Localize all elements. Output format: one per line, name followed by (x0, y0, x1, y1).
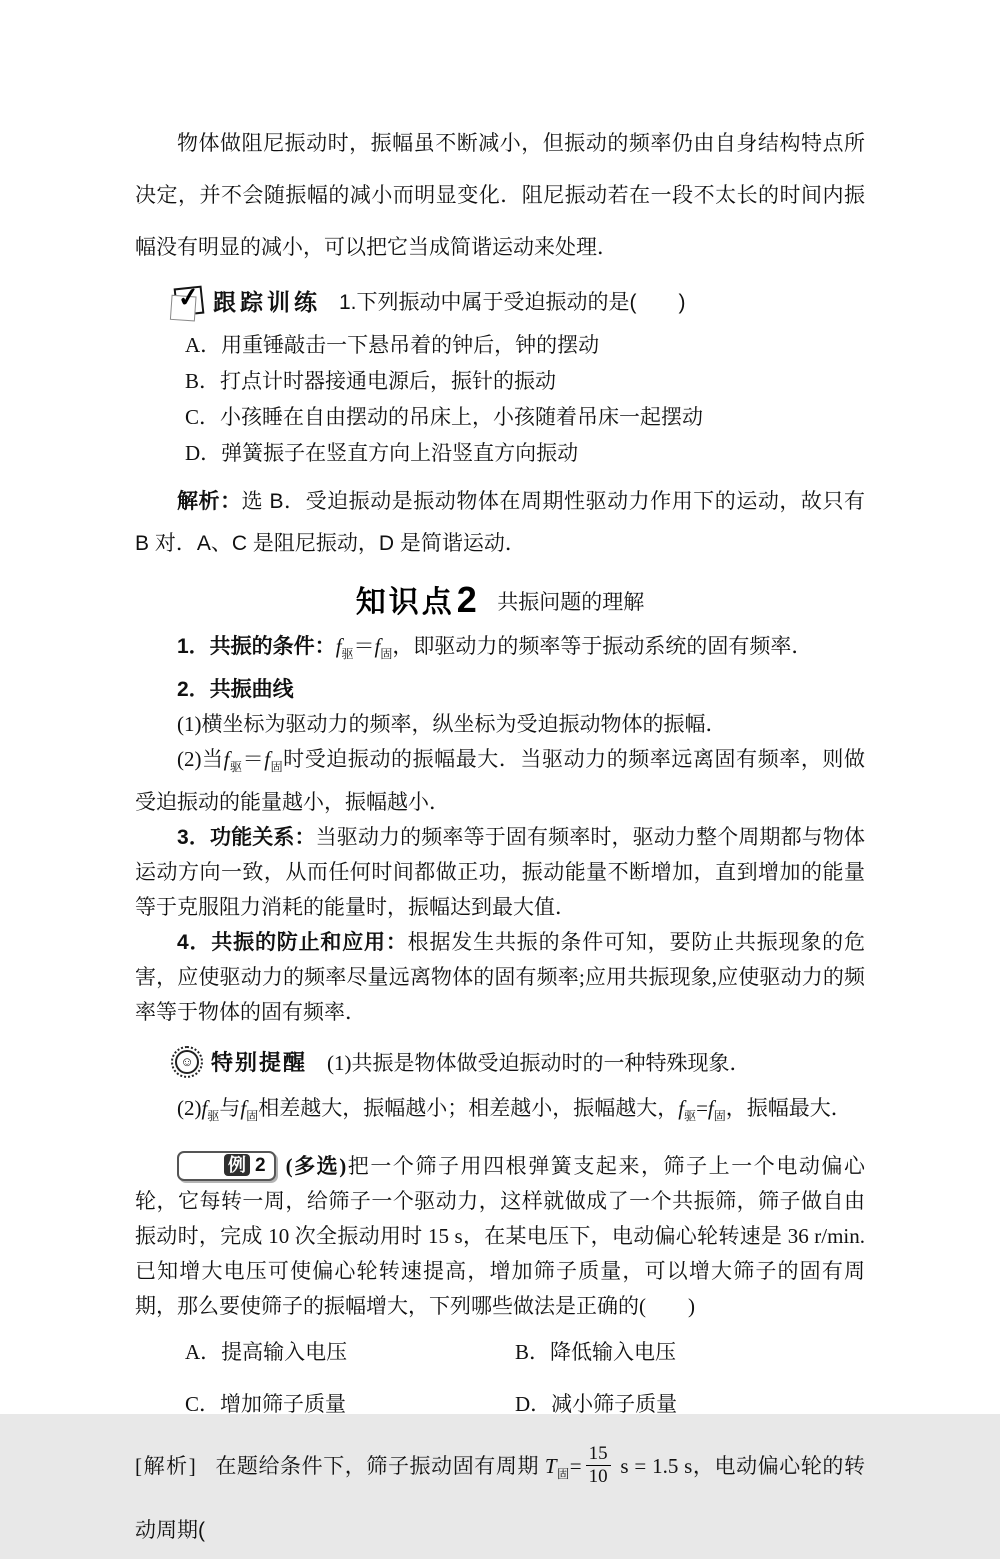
example-multi-select-tag: (多选) (285, 1153, 347, 1178)
reminder-item-2-pre: (2) (177, 1096, 202, 1121)
formula-f-drive: f (223, 747, 230, 772)
example-2-solution (135, 1438, 865, 1559)
special-reminder-label: 特别提醒 (211, 1050, 308, 1076)
formula-f-drive: f (678, 1096, 685, 1121)
formula-f-natural: f (264, 747, 271, 772)
kp-item-2-sub-2-pre: (2)当 (177, 747, 224, 772)
example-2-option-a: A．提高输入电压 (185, 1339, 348, 1364)
analysis-label: 解析： (177, 490, 242, 513)
formula-sub-natural: 固 (246, 1109, 259, 1124)
kp-item-2-sub-2-text: 时受迫振动的振幅最大．当驱动力的频率远离固有频率，则做受迫振动的能量越小，振幅越小． (135, 747, 865, 815)
reminder-item-1: (1)共振是物体做受迫振动时的一种特殊现象． (327, 1050, 751, 1075)
formula-f-natural: f (374, 634, 381, 658)
kp-item-3-text: 当驱动力的频率等于固有频率时，驱动力整个周期都与物体运动方向一致，从而任何时间都做正功，振动能量不断增加，直到增加的能量等于克服阻力消耗的能量时，振幅达到最大值． (135, 825, 865, 920)
question-1-option-c: C．小孩睡在自由摆动的吊床上，小孩随着吊床一起摆动 (185, 405, 704, 429)
reminder-item-2-mid1: 与 (219, 1096, 241, 1121)
kp-item-4-label: 4．共振的防止和应用： (177, 931, 408, 955)
formula-sub-natural: 固 (270, 760, 284, 775)
tracking-training-header (175, 280, 865, 317)
reminder-item-2-mid2: 相差越大，振幅越小；相差越小，振幅越大， (258, 1096, 679, 1121)
smiley-glyph: ☺ (180, 1054, 194, 1070)
kp-item-2-label-line (135, 672, 865, 707)
kp-item-1-label: 1．共振的条件： (177, 635, 336, 658)
formula-sub-natural: 固 (380, 647, 393, 662)
formula-f-drive: f (201, 1096, 208, 1121)
kp-item-4-text: 根据发生共振的条件可知，要防止共振现象的危害，应使驱动力的频率尽量远离物体的固有频率;应用共振现象,应使驱动力的频率等于物体的固有频率． (135, 930, 866, 1025)
question-1-options (185, 327, 865, 471)
knowledge-point-badge-text: 知识点 (355, 586, 455, 619)
fraction-denominator: 10 (588, 1466, 608, 1488)
reminder-item-2 (135, 1091, 865, 1134)
knowledge-point-heading (135, 577, 865, 621)
example-2-option-d: D．减小筛子质量 (515, 1391, 678, 1416)
formula-sub-drive: 驱 (207, 1109, 220, 1124)
fraction-numerator: 15 (586, 1443, 611, 1466)
formula-f-natural: f (707, 1096, 714, 1121)
reminder-item-2-tail: ，振幅最大． (725, 1096, 852, 1121)
example-2-option-c: C．增加筛子质量 (185, 1391, 347, 1416)
solution-tail-text: 电动偏心轮的转动周期( (135, 1454, 865, 1542)
checkmark-glyph: ✓ (176, 280, 201, 313)
solution-mid-text: s = 1.5 s， (614, 1453, 715, 1478)
kp-item-2-label: 2．共振曲线 (177, 678, 294, 702)
formula-f-natural: f (240, 1096, 247, 1121)
checkmark-icon (174, 280, 205, 316)
knowledge-point-title: 共振问题的理解 (497, 591, 645, 614)
kp-item-2-sub-1: (1)横坐标为驱动力的频率，纵坐标为受迫振动物体的振幅． (177, 712, 727, 737)
question-1-analysis (135, 481, 865, 565)
tracking-training-label: 跟踪训练 (213, 289, 321, 315)
formula-equals: = (696, 1096, 708, 1121)
formula-f-drive: f (335, 634, 342, 658)
solution-label: [解析] (135, 1453, 197, 1478)
knowledge-point-number: 2 (456, 579, 477, 620)
example-badge-number: 2 (255, 1154, 266, 1176)
formula-equals: ＝ (353, 634, 375, 658)
kp-item-1-text: ，即驱动力的频率等于振动系统的固有频率． (392, 634, 813, 658)
example-2-options (185, 1334, 865, 1422)
solution-pre-text: 在题给条件下，筛子振动固有周期 (214, 1453, 545, 1478)
formula-sub-drive: 驱 (341, 647, 354, 662)
example-2-body-text: 把一个筛子用四根弹簧支起来，筛子上一个电动偏心轮，它每转一周，给筛子一个驱动力，这样就做成了一个共振筛，筛子做自由振动时，完成 10 次全振动用时 15 s，在某电压下，电动偏心轮转速是 36 r/min.已知增大电压可使偏心轮转速提高，增加筛子质量，可以增大筛子的固有周期，那么要使筛子的振幅增大，下列哪些做法是正确的( ) (135, 1153, 865, 1318)
analysis-text: 选 B．受迫振动是振动物体在周期性驱动力作用下的运动，故只有 B 对．A、C 是阻尼振动，D 是简谐运动． (135, 490, 865, 555)
formula-sub-natural: 固 (713, 1109, 726, 1124)
formula-sub-drive: 驱 (229, 760, 243, 775)
example-2-paragraph (135, 1149, 865, 1324)
formula-equals: = (569, 1453, 582, 1478)
formula-sub-drive: 驱 (684, 1109, 697, 1124)
question-1-option-b: B．打点计时器接通电源后，振针的振动 (185, 369, 557, 393)
formula-T-sub-natural: 固 (556, 1466, 570, 1481)
formula-T-natural: T (544, 1453, 557, 1478)
special-reminder-header (175, 1046, 865, 1077)
kp-item-4 (135, 925, 865, 1030)
intro-paragraph: 物体做阻尼振动时，振幅虽不断减小，但振动的频率仍由自身结构特点所决定，并不会随振幅的减小而明显变化．阻尼振动若在一段不太长的时间内振幅没有明显的减小，可以把它当成简谐运动来处理． (135, 132, 865, 259)
question-1-text: 1.下列振动中属于受迫振动的是( ) (339, 290, 686, 314)
example-2-option-b: B．降低输入电压 (515, 1339, 677, 1364)
kp-item-2-sub-2 (135, 742, 865, 820)
example-2-badge (177, 1151, 276, 1181)
fraction-15-over-10 (586, 1443, 611, 1488)
knowledge-point-badge (355, 579, 477, 620)
kp-item-3-label: 3．功能关系： (177, 826, 316, 850)
formula-equals: ＝ (242, 747, 265, 772)
question-1-option-a: A．用重锤敲击一下悬吊着的钟后，钟的摆动 (185, 333, 600, 357)
question-1-option-d: D．弹簧振子在竖直方向上沿竖直方向振动 (185, 441, 579, 465)
kp-item-3 (135, 820, 865, 925)
smiley-clock-icon (175, 1050, 199, 1074)
kp-item-1 (135, 629, 865, 672)
example-badge-char: 例 (224, 1154, 250, 1176)
